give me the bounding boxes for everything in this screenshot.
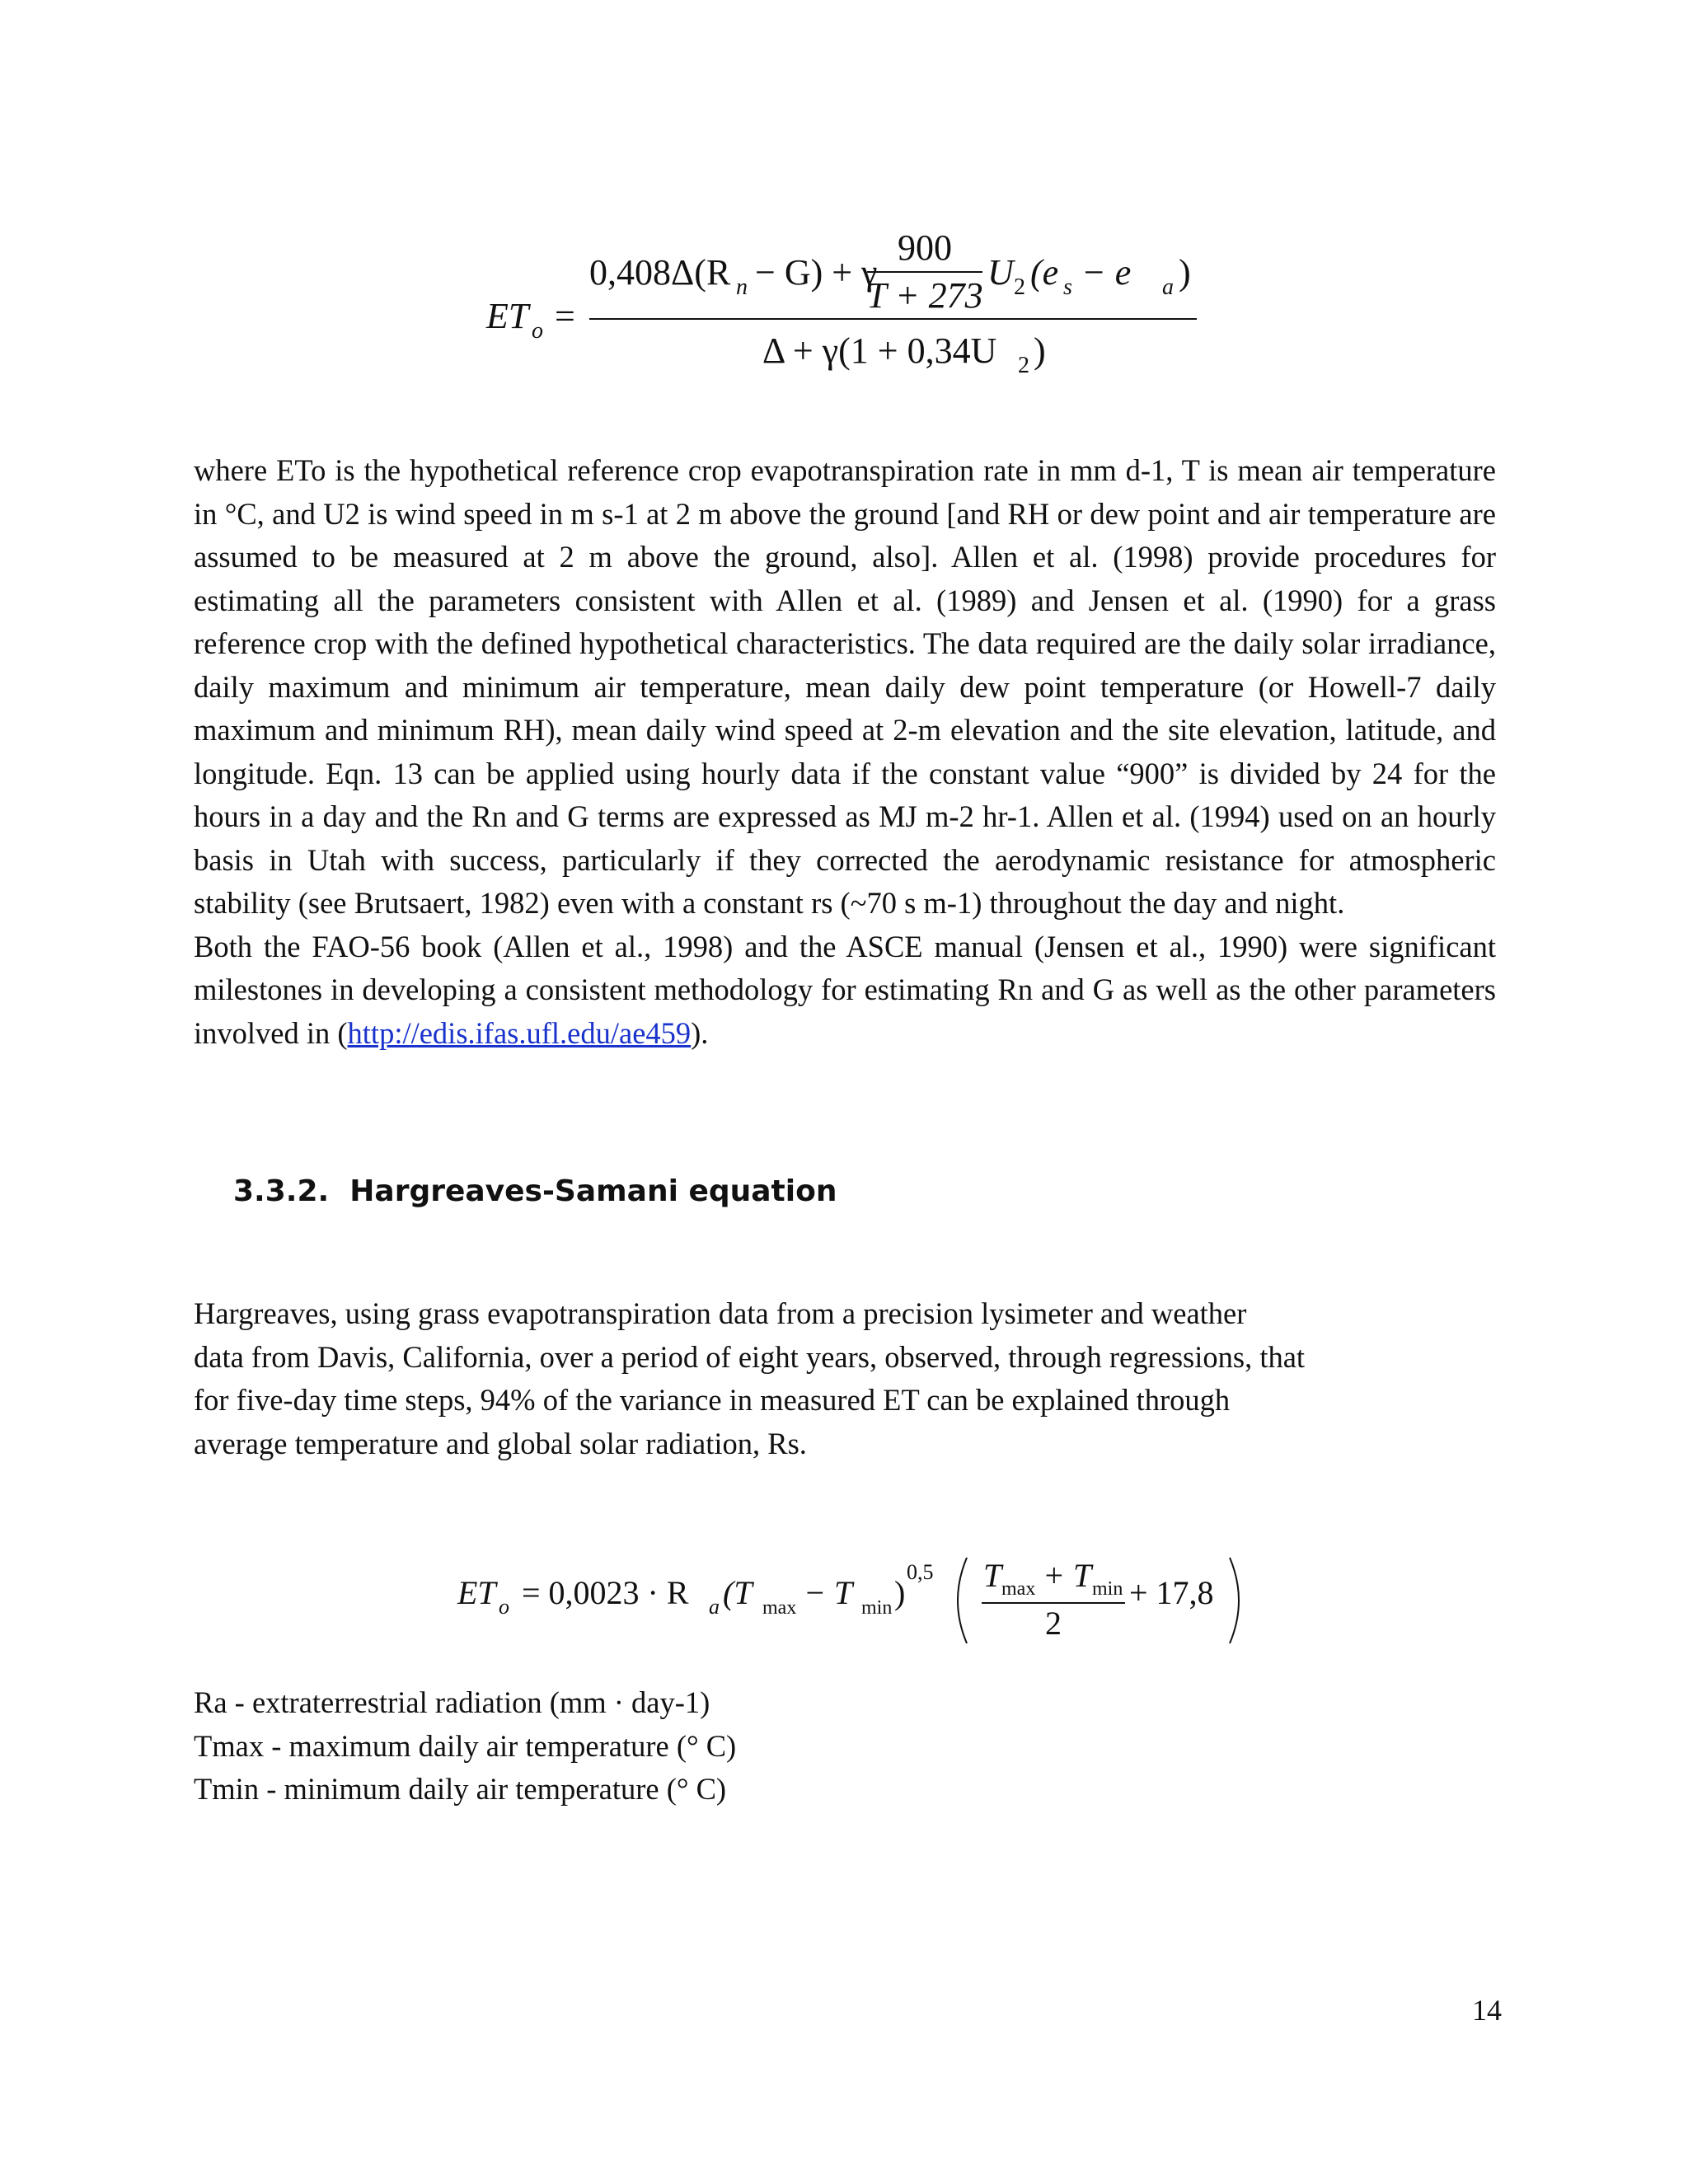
eq2-sub-max: max bbox=[762, 1597, 797, 1619]
eq1-numerator-e: − e bbox=[1081, 252, 1132, 293]
eq1-numerator-b: − G) + γ bbox=[755, 252, 878, 293]
eq2-tail-visible: + 17,8 bbox=[1129, 1574, 1214, 1611]
eq1-sub-s: s bbox=[1063, 274, 1072, 300]
eq2-paren-b: ) bbox=[894, 1574, 906, 1611]
body-text-block bbox=[194, 449, 1496, 1055]
eq1-numerator-a: 0,408Δ(R bbox=[589, 252, 731, 293]
penman-monteith-equation bbox=[486, 218, 1228, 383]
hargreaves-line: Hargreaves, using grass evapotranspiration data from a precision lysimeter and weather bbox=[194, 1296, 1247, 1330]
eq2-rhs-a: = 0,0023 · R bbox=[522, 1574, 689, 1611]
eq2-frac-bottom: 2 bbox=[1045, 1605, 1062, 1642]
eq1-numerator-c: U bbox=[987, 252, 1014, 293]
eq1-frac-bottom: T + 273 bbox=[866, 275, 983, 316]
hargreaves-line: average temperature and global solar radiation, Rs. bbox=[194, 1426, 807, 1460]
eq2-exponent: 0,5 bbox=[907, 1560, 934, 1584]
hargreaves-paragraph bbox=[194, 1292, 1463, 1465]
eq2-frac-top-min: min bbox=[1092, 1578, 1123, 1600]
eq1-equals: = bbox=[555, 296, 575, 336]
paragraph-milestones-text: Both the FAO-56 book (Allen et al., 1998) and the ASCE manual (Jensen et al., 1990) were significant milestones in developing a consistent methodology for estimating Rn and G as well as the other parameters involved in ( bbox=[194, 929, 1496, 1050]
eq2-sub-a: a bbox=[709, 1595, 720, 1619]
eq1-frac-top: 900 bbox=[898, 227, 952, 268]
eq2-paren-a: (T bbox=[723, 1574, 753, 1611]
edis-link[interactable]: http://edis.ifas.ufl.edu/ae459 bbox=[347, 1015, 692, 1050]
eq2-big-left-paren bbox=[958, 1558, 967, 1643]
section-heading bbox=[233, 1174, 837, 1208]
eq1-sub-2b: 2 bbox=[1018, 353, 1029, 378]
paragraph-milestones-end: ). bbox=[691, 1015, 709, 1050]
hargreaves-samani-equation-tail bbox=[1129, 1549, 1245, 1657]
paragraph-milestones bbox=[194, 926, 1496, 1056]
hargreaves-line: for five-day time steps, 94% of the variance in measured ET can be explained through bbox=[194, 1383, 1231, 1417]
eq2-frac-top-max: max bbox=[1001, 1578, 1036, 1600]
variable-definitions bbox=[194, 1681, 736, 1811]
section-title: Hargreaves-Samani equation bbox=[349, 1174, 837, 1208]
eq1-numerator-f: ) bbox=[1179, 252, 1191, 293]
section-number: 3.3.2. bbox=[233, 1174, 330, 1208]
eq1-sub-n: n bbox=[736, 274, 748, 300]
eq2-lhs: ET bbox=[457, 1574, 496, 1611]
eq1-numerator-d: (e bbox=[1030, 252, 1059, 293]
paragraph-penman-description: where ETo is the hypothetical reference crop evapotranspiration rate in mm d-1, T is mean air temperature in °C, and U2 is wind speed in m s-1 at 2 m above the ground [and RH or dew point and air temperature are assumed to be measured at 2 m above the ground, also]. Allen et al. (1998) provide procedures for estimating all the parameters consistent with Allen et al. (1989) and Jensen et al. (1990) for a grass reference crop with the defined hypothetical characteristics. The data required are the daily solar irradiance, daily maximum and minimum air temperature, mean daily dew point temperature (or Howell-7 daily maximum and minimum RH), mean daily wind speed at 2-m elevation and the site elevation, latitude, and longitude. Eqn. 13 can be applied using hourly data if the constant value “900” is divided by 24 for the hours in a day and the Rn and G terms are expressed as MJ m-2 hr-1. Allen et al. (1994) used on an hourly basis in Utah with success, particularly if they corrected the aerodynamic resistance for atmospheric stability (see Brutsaert, 1982) even with a constant rs (~70 s m-1) throughout the day and night. bbox=[194, 453, 1496, 920]
eq2-sub-min: min bbox=[861, 1597, 893, 1619]
eq2-frac-top-plus: + T bbox=[1043, 1557, 1092, 1594]
hargreaves-samani-equation bbox=[457, 1549, 1158, 1657]
definition-tmax: Tmax - maximum daily air temperature (° C) bbox=[194, 1728, 737, 1763]
eq1-denominator-a: Δ + γ(1 + 0,34U bbox=[762, 330, 997, 371]
definition-ra: Ra - extraterrestrial radiation (mm · day-1) bbox=[194, 1685, 710, 1719]
page-number: 14 bbox=[1472, 1994, 1502, 2027]
eq2-frac-top-a: T bbox=[983, 1557, 1002, 1594]
hargreaves-line: data from Davis, California, over a period of eight years, observed, through regressions, that bbox=[194, 1339, 1306, 1374]
eq1-lhs-sub: o bbox=[532, 318, 543, 344]
eq1-lhs: ET bbox=[486, 296, 529, 336]
eq2-minus: − T bbox=[804, 1574, 853, 1611]
definition-tmin: Tmin - minimum daily air temperature (° C) bbox=[194, 1772, 727, 1806]
eq2-lhs-sub: o bbox=[499, 1595, 509, 1619]
eq2-big-right-paren bbox=[1230, 1558, 1239, 1643]
eq1-sub-2a: 2 bbox=[1014, 274, 1025, 300]
eq1-sub-a: a bbox=[1162, 274, 1174, 300]
eq1-denominator-b: ) bbox=[1034, 330, 1046, 371]
